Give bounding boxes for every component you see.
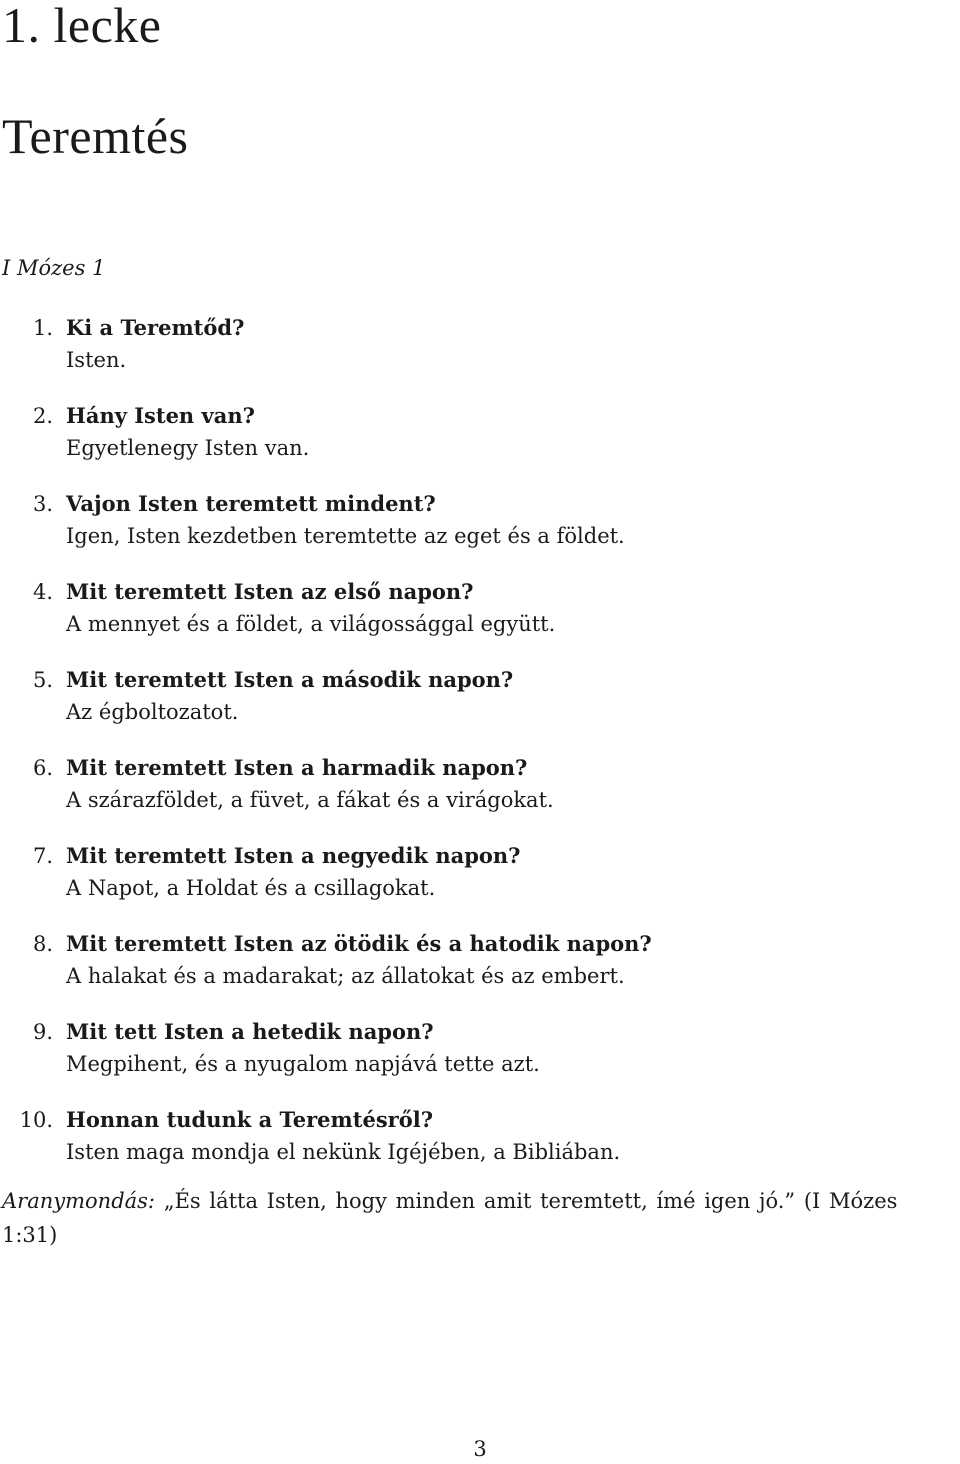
page-number: 3 <box>473 1437 487 1461</box>
item-number: 8. <box>32 932 53 956</box>
item-number: 1. <box>32 316 53 340</box>
question-text: Mit tett Isten a hetedik napon? <box>66 1019 434 1044</box>
list-item <box>0 1104 960 1192</box>
question-text: Hány Isten van? <box>66 403 255 428</box>
scripture-reference: I Mózes 1 <box>2 256 106 280</box>
list-item <box>0 664 960 752</box>
answer-text: Egyetlenegy Isten van. <box>66 436 310 460</box>
item-number: 6. <box>32 756 53 780</box>
question-text: Honnan tudunk a Teremtésről? <box>66 1107 433 1132</box>
item-number: 9. <box>32 1020 53 1044</box>
question-text: Mit teremtett Isten a második napon? <box>66 667 514 692</box>
list-item <box>0 1016 960 1104</box>
answer-text: A halakat és a madarakat; az állatokat és az embert. <box>66 964 625 988</box>
question-text: Mit teremtett Isten az ötödik és a hatodik napon? <box>66 931 652 956</box>
answer-text: A szárazföldet, a füvet, a fákat és a virágokat. <box>66 788 554 812</box>
answer-text: A mennyet és a földet, a világossággal együtt. <box>66 612 556 636</box>
list-item <box>0 928 960 1016</box>
golden-verse-label: Aranymondás: <box>2 1189 156 1213</box>
list-item <box>0 488 960 576</box>
item-number: 7. <box>32 844 53 868</box>
question-text: Ki a Teremtőd? <box>66 315 245 340</box>
question-text: Vajon Isten teremtett mindent? <box>66 491 436 516</box>
item-number: 10. <box>19 1108 53 1132</box>
answer-text: Megpihent, és a nyugalom napjává tette azt. <box>66 1052 540 1076</box>
golden-verse-text: „És látta Isten, hogy minden amit teremtett, ímé igen jó.” (I Mózes 1:31) <box>2 1189 898 1247</box>
lesson-title: Teremtés <box>2 108 189 164</box>
question-text: Mit teremtett Isten a negyedik napon? <box>66 843 521 868</box>
answer-text: Isten maga mondja el nekünk Igéjében, a Bibliában. <box>66 1140 621 1164</box>
question-text: Mit teremtett Isten a harmadik napon? <box>66 755 528 780</box>
chapter-title: 1. lecke <box>2 0 162 53</box>
list-item <box>0 576 960 664</box>
list-item <box>0 752 960 840</box>
answer-text: Isten. <box>66 348 127 372</box>
answer-text: A Napot, a Holdat és a csillagokat. <box>66 876 436 900</box>
item-number: 2. <box>32 404 53 428</box>
item-number: 5. <box>32 668 53 692</box>
list-item <box>0 840 960 928</box>
list-item <box>0 312 960 400</box>
answer-text: Az égboltozatot. <box>66 700 239 724</box>
list-item <box>0 400 960 488</box>
item-number: 3. <box>32 492 53 516</box>
question-text: Mit teremtett Isten az első napon? <box>66 579 474 604</box>
answer-text: Igen, Isten kezdetben teremtette az eget és a földet. <box>66 524 625 548</box>
golden-verse <box>2 1184 958 1252</box>
item-number: 4. <box>32 580 53 604</box>
question-answer-list <box>0 312 960 1192</box>
